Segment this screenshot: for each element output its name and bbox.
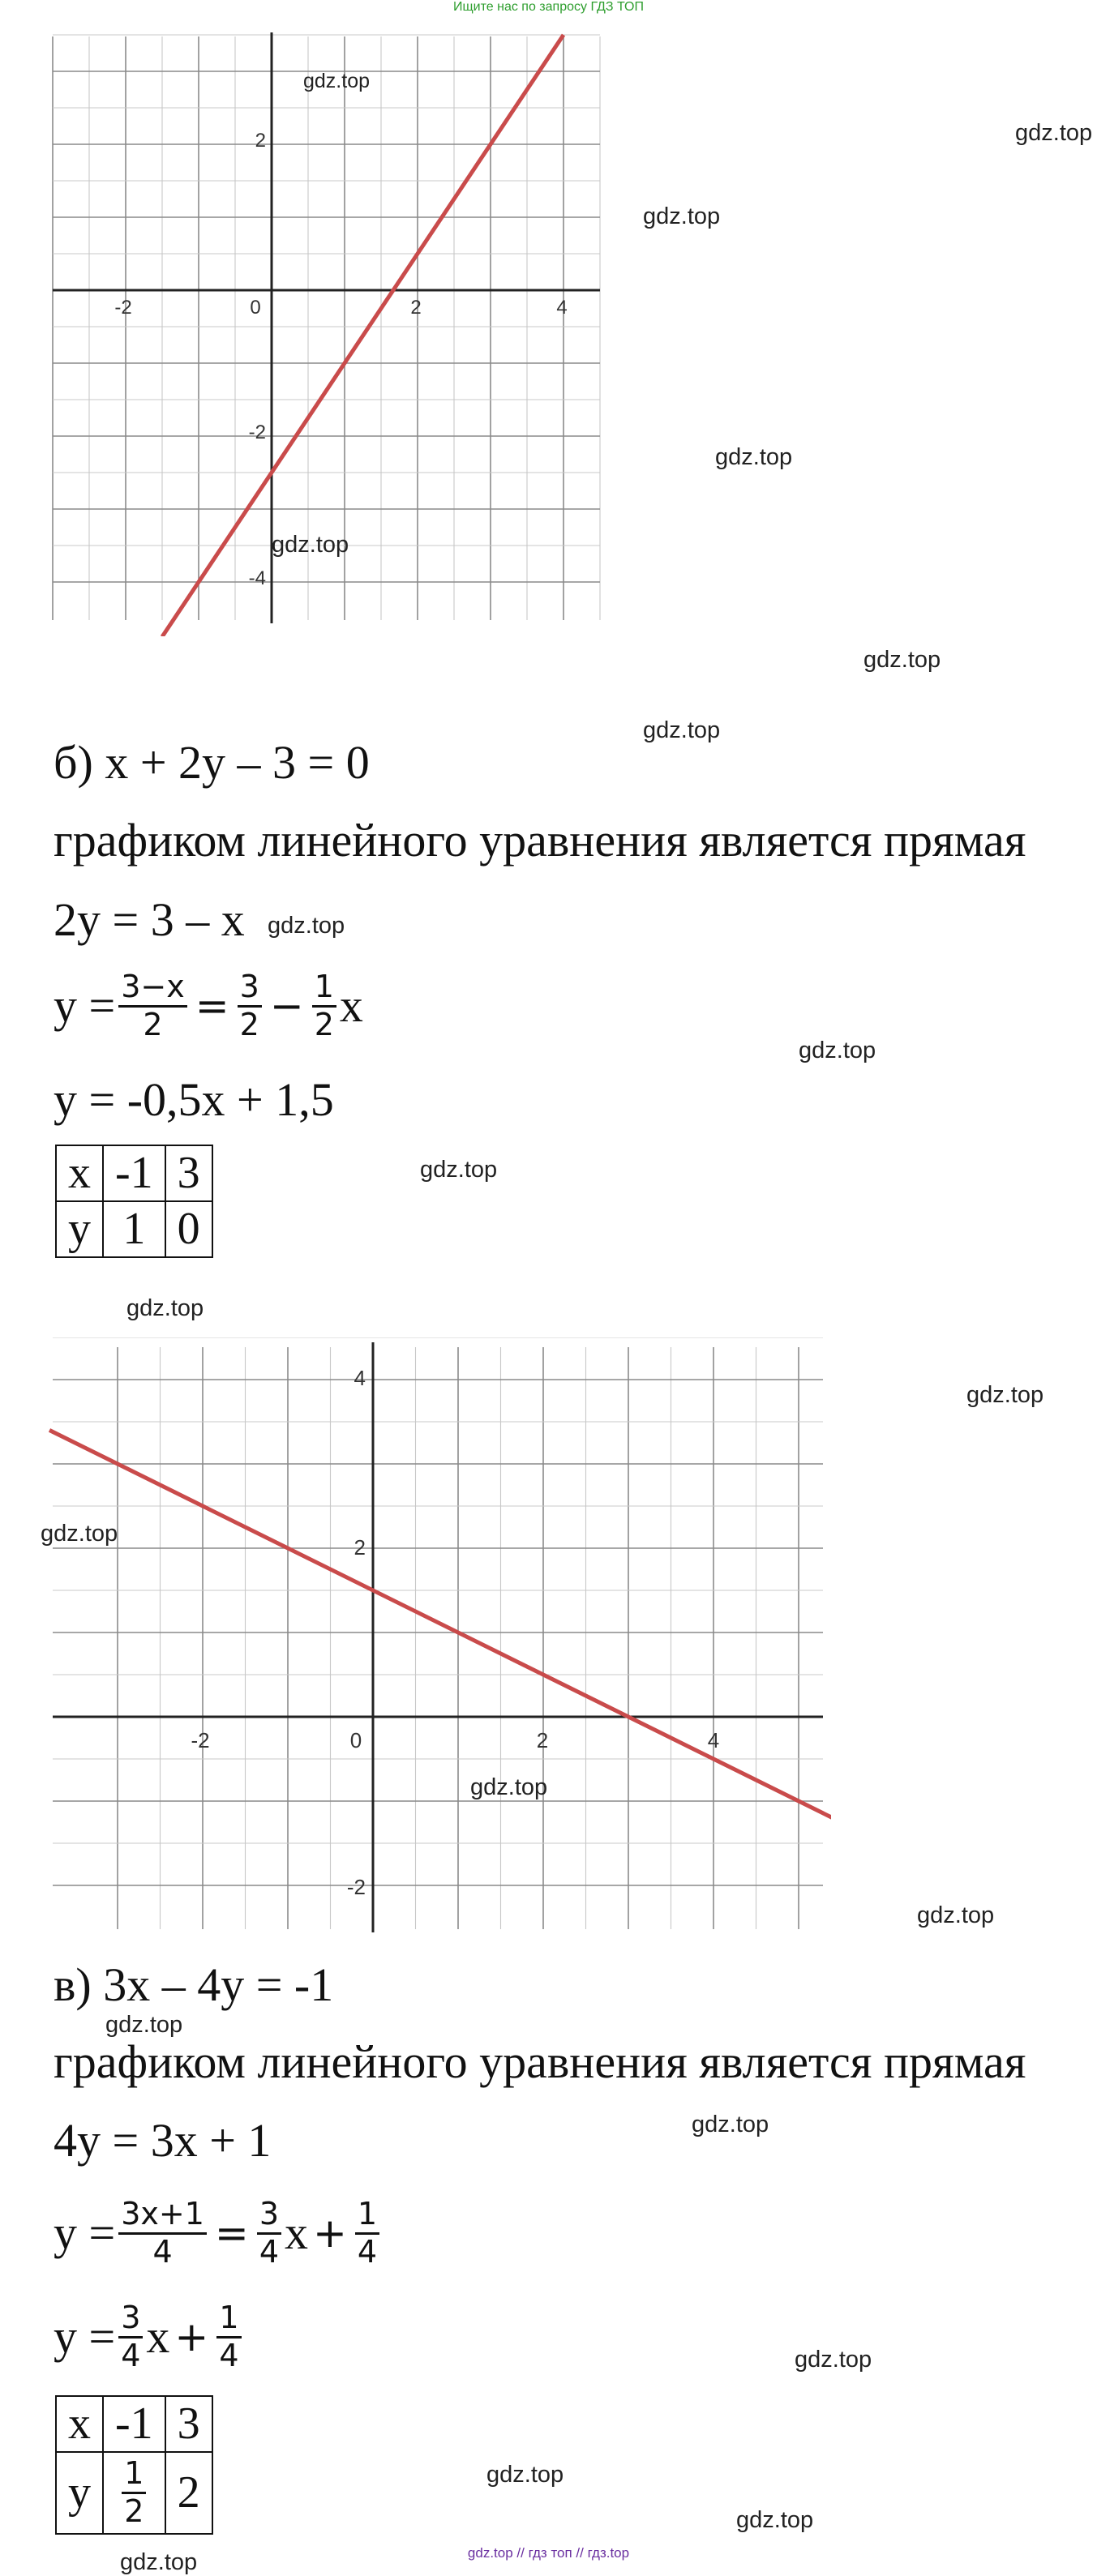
graph-a-line <box>162 35 563 636</box>
watermark: gdz.top <box>863 647 941 673</box>
graph-b-y-tick: 2 <box>354 1535 366 1560</box>
part-b-step2 <box>54 971 363 1042</box>
numerator: 3 <box>118 2302 143 2339</box>
watermark: gdz.top <box>966 1382 1044 1408</box>
watermark: gdz.top <box>272 532 349 558</box>
table-cell <box>103 2452 165 2534</box>
plus-sign: + <box>174 2313 209 2361</box>
fraction <box>122 2455 146 2530</box>
part-b-title: б) x + 2y – 3 = 0 <box>54 736 370 789</box>
fraction <box>118 971 187 1042</box>
table-cell: x <box>56 1145 103 1201</box>
fraction <box>118 2302 143 2373</box>
table-cell: -1 <box>103 2396 165 2452</box>
numerator: 3 <box>257 2198 281 2235</box>
watermark: gdz.top <box>692 2112 769 2137</box>
graph-b-axes <box>53 1342 823 1932</box>
table-cell: -1 <box>103 1145 165 1201</box>
graph-a-y-tick: -4 <box>248 567 266 589</box>
fraction <box>216 2302 241 2373</box>
table-row <box>56 1201 212 1257</box>
part-c-step3 <box>54 2302 245 2373</box>
numerator: 1 <box>216 2302 241 2339</box>
denominator: 4 <box>121 2337 141 2373</box>
watermark: gdz.top <box>470 1774 548 1800</box>
part-c-step1: 4y = 3x + 1 <box>54 2114 272 2167</box>
part-c-title: в) 3x – 4y = -1 <box>54 1958 334 2011</box>
fraction <box>355 2198 379 2269</box>
watermark: gdz.top <box>105 2012 183 2038</box>
table-cell: y <box>56 2452 103 2534</box>
fraction <box>257 2198 281 2269</box>
table-row <box>56 2452 212 2534</box>
part-b-step3: y = -0,5x + 1,5 <box>54 1073 334 1126</box>
watermark: gdz.top <box>643 203 721 229</box>
watermark: gdz.top <box>736 2507 814 2533</box>
numerator: 1 <box>312 971 336 1008</box>
fraction <box>238 971 262 1042</box>
denominator: 2 <box>124 2493 144 2530</box>
watermark: gdz.top <box>917 1902 995 1928</box>
denominator: 2 <box>143 1006 163 1042</box>
graph-a-x-tick: -2 <box>114 297 132 319</box>
graph-b-y-tick: -2 <box>346 1875 366 1899</box>
watermark: gdz.top <box>268 913 345 939</box>
graph-a-y-tick: 2 <box>255 130 266 152</box>
table-cell: 3 <box>165 1145 212 1201</box>
fraction <box>118 2198 207 2269</box>
watermark: gdz.top <box>303 70 371 92</box>
table-cell: 2 <box>165 2452 212 2534</box>
table-cell: 1 <box>103 1201 165 1257</box>
denominator: 4 <box>152 2233 173 2270</box>
table-cell: x <box>56 2396 103 2452</box>
variable: x <box>285 2206 308 2260</box>
graph-b-y-tick: 4 <box>354 1366 366 1390</box>
part-c-step3-lhs: y = <box>54 2310 116 2364</box>
table-row <box>56 2396 212 2452</box>
watermark: gdz.top <box>120 2549 198 2575</box>
table-row <box>56 1145 212 1201</box>
numerator: 1 <box>122 2458 146 2494</box>
denominator: 2 <box>314 1006 334 1042</box>
part-c-statement: графиком линейного уравнения является прямая <box>54 2035 1026 2088</box>
numerator: 1 <box>355 2198 379 2235</box>
numerator: 3−x <box>118 971 187 1008</box>
fraction <box>312 971 336 1042</box>
watermark: gdz.top <box>126 1295 204 1321</box>
part-c-step2-lhs: y = <box>54 2206 116 2260</box>
part-b-step2-lhs: y = <box>54 979 116 1033</box>
graph-a-x-tick: 0 <box>250 297 261 319</box>
equals-sign: = <box>195 982 229 1030</box>
part-c-value-table <box>55 2395 213 2535</box>
footer-links[interactable]: gdz.top // гдз топ // гдз.top <box>467 2545 630 2561</box>
watermark: gdz.top <box>1015 120 1093 146</box>
graph-b-x-tick: -2 <box>191 1728 210 1752</box>
variable: x <box>339 979 363 1033</box>
numerator: 3x+1 <box>118 2198 207 2235</box>
denominator: 4 <box>259 2233 279 2270</box>
part-c-step2 <box>54 2198 383 2269</box>
watermark: gdz.top <box>795 2347 872 2373</box>
part-b-value-table <box>55 1145 213 1258</box>
part-b-statement: графиком линейного уравнения является прямая <box>54 814 1026 867</box>
graph-b-x-tick: 2 <box>536 1728 549 1752</box>
denominator: 2 <box>239 1006 259 1042</box>
table-cell: 0 <box>165 1201 212 1257</box>
graph-a-x-tick: 2 <box>410 297 422 319</box>
graph-a-x-tick: 4 <box>556 297 568 319</box>
graph-b-grid <box>53 1337 823 1929</box>
numerator: 3 <box>238 971 262 1008</box>
minus-sign: − <box>269 982 304 1030</box>
table-cell: 3 <box>165 2396 212 2452</box>
search-hint[interactable]: Ищите нас по запросу ГДЗ ТОП <box>453 0 644 14</box>
watermark: gdz.top <box>715 444 793 470</box>
graph-b-x-tick: 0 <box>349 1728 362 1752</box>
watermark: gdz.top <box>420 1157 498 1183</box>
equals-sign: = <box>214 2210 249 2257</box>
graph-a-y-tick: -2 <box>248 421 266 443</box>
watermark: gdz.top <box>643 717 721 743</box>
watermark: gdz.top <box>799 1038 876 1063</box>
watermark: gdz.top <box>486 2462 564 2488</box>
part-b-step1: 2y = 3 – x <box>54 893 245 946</box>
graph-b-x-tick: 4 <box>707 1728 720 1752</box>
table-cell: y <box>56 1201 103 1257</box>
variable: x <box>146 2310 170 2364</box>
denominator: 4 <box>219 2337 239 2373</box>
plus-sign: + <box>313 2210 347 2257</box>
graph-b <box>49 1337 831 1937</box>
denominator: 4 <box>357 2233 378 2270</box>
watermark: gdz.top <box>41 1521 118 1547</box>
